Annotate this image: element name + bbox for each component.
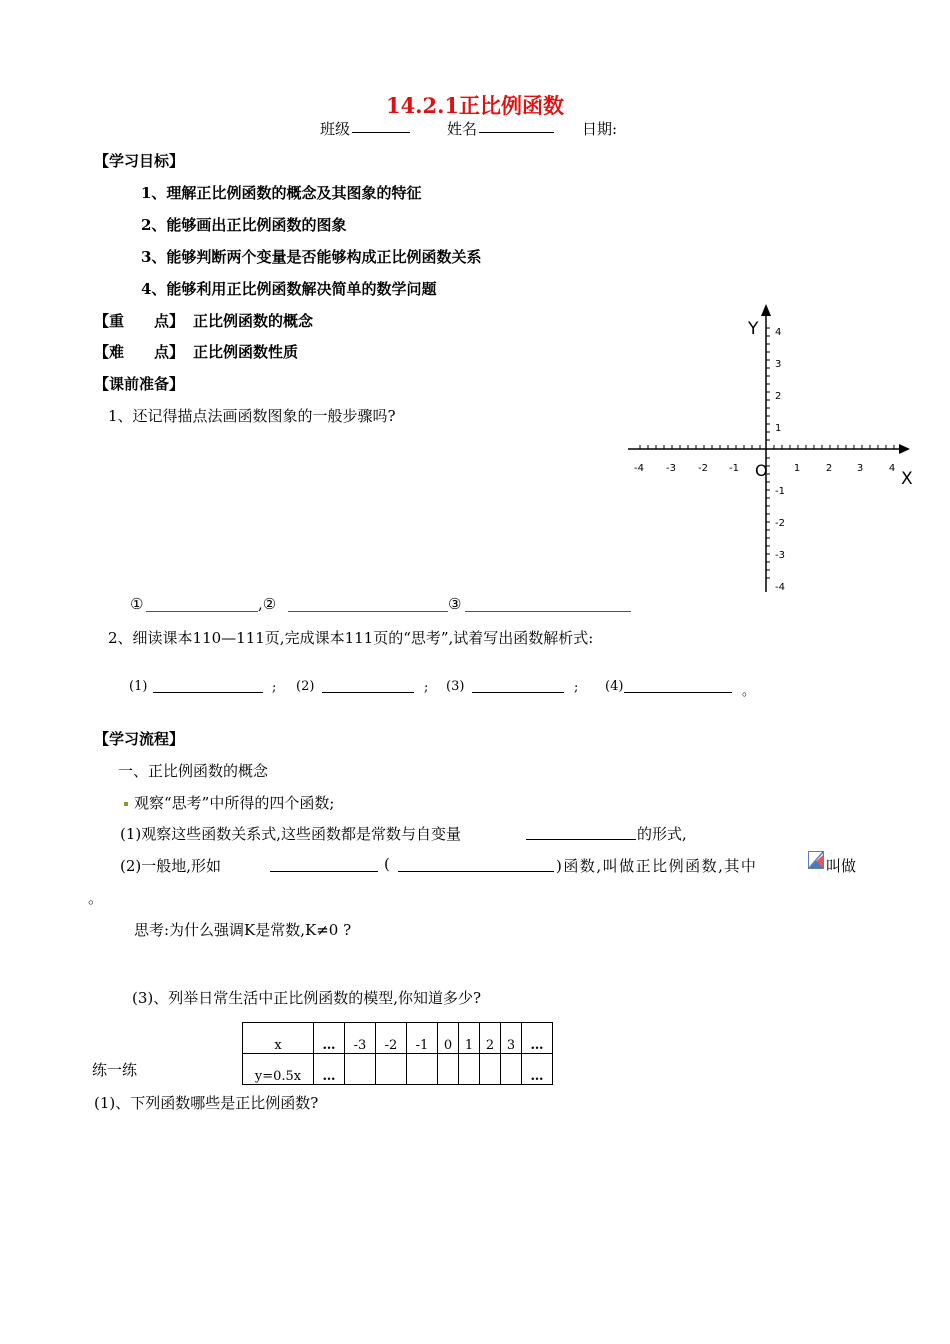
practice-label: 练一练 [92,1061,138,1079]
x-tick-label: -2 [698,463,708,474]
item-3-text: (3)、列举日常生活中正比例函数的模型,你知道多少? [132,989,482,1007]
separator: ; [272,680,277,695]
table-cell: -3 [345,1023,376,1054]
prep-question-2: 2、细读课本110—111页,完成课本111页的“思考”,试着写出函数解析式: [108,629,594,647]
table-cell[interactable] [480,1054,501,1085]
x-tick-label: 2 [825,463,833,474]
formula-2-blank[interactable] [322,692,414,693]
observe-text: 观察“思考”中所得的四个函数; [134,794,335,812]
difficulty-label: 【难 点】 [94,343,185,361]
key-point-label: 【重 点】 [94,312,185,330]
coordinate-grid [620,300,920,600]
y-tick-label: 2 [775,391,782,402]
step-2-blank[interactable] [288,611,448,612]
page-title: 14.2.1正比例函数 [385,93,565,118]
end-mark: 。 [742,684,756,699]
objective-item: 3、能够判断两个变量是否能够构成正比例函数关系 [141,248,482,266]
date-label: 日期: [582,120,618,138]
y-tick-label: 1 [775,423,782,434]
name-field[interactable] [479,118,554,137]
formula-3-blank[interactable] [472,692,564,693]
y-tick-label: -3 [775,550,785,561]
y-tick-label: -2 [775,518,785,529]
item-2-blank-a[interactable] [270,871,378,872]
prep-question-1: 1、还记得描点法画函数图象的一般步骤吗? [108,407,396,425]
class-label: 班级 [320,120,351,138]
key-point-text: 正比例函数的概念 [193,312,314,330]
item-1-text: (1)观察这些函数关系式,这些函数都是常数与自变量 [120,825,462,843]
table-cell: x [243,1023,314,1054]
table-cell[interactable] [376,1054,407,1085]
table-cell: … [522,1054,553,1085]
think-question: 思考:为什么强调K是常数,K≠0 ? [134,921,352,939]
process-heading: 【学习流程】 [94,730,185,748]
difficulty-text: 正比例函数性质 [193,343,299,361]
formula-3-label: (3) [446,679,465,694]
x-tick-label: 1 [793,463,801,474]
step-1-label: ① [130,595,144,613]
table-cell: 1 [459,1023,480,1054]
table-cell: 2 [480,1023,501,1054]
item-2-paren: ( [384,855,390,873]
section-1-title: 一、正比例函数的概念 [118,762,269,780]
table-cell: -2 [376,1023,407,1054]
step-3-blank[interactable] [465,611,631,612]
x-tick-label: -4 [634,463,644,474]
item-2-period: 。 [88,889,104,907]
y-axis-label: Y [748,319,759,339]
value-table [242,1022,553,1085]
x-tick-label: -3 [666,463,676,474]
table-cell: 3 [501,1023,522,1054]
objective-item: 1、理解正比例函数的概念及其图象的特征 [141,184,422,202]
formula-4-blank[interactable] [624,692,732,693]
table-cell: 0 [438,1023,459,1054]
table-cell: … [314,1054,345,1085]
formula-2-label: (2) [296,679,315,694]
table-row [243,1023,553,1054]
table-row [243,1054,553,1085]
bullet-mark [124,802,128,806]
x-axis-label: X [901,469,913,489]
y-axis-arrow [761,304,771,316]
table-cell[interactable] [345,1054,376,1085]
item-1-blank[interactable] [526,839,636,840]
table-cell: y=0.5x [243,1054,314,1085]
separator: ; [574,680,579,695]
practice-question-1: (1)、下列函数哪些是正比例函数? [94,1094,319,1112]
formula-1-blank[interactable] [153,692,263,693]
formula-1-label: (1) [129,679,148,694]
k-image [808,851,824,869]
x-tick-label: 3 [856,463,864,474]
table-cell[interactable] [438,1054,459,1085]
x-axis-arrow [899,444,910,454]
y-tick-label: -1 [775,486,785,497]
y-tick-label: -4 [775,582,785,593]
item-2-middle: )函数,叫做正比例函数,其中 [556,857,758,875]
item-1-end: 的形式, [637,825,687,843]
objectives-heading: 【学习目标】 [94,152,185,170]
item-2-end: 叫做 [826,857,857,875]
step-1-blank[interactable] [146,611,258,612]
table-cell: … [522,1023,553,1054]
table-cell: … [314,1023,345,1054]
table-cell[interactable] [459,1054,480,1085]
prep-heading: 【课前准备】 [94,375,185,393]
class-field[interactable] [352,118,410,137]
item-2-text: (2)一般地,形如 [120,857,222,875]
x-tick-label: -1 [729,463,739,474]
step-2-label: ,② [258,595,277,613]
separator: ; [424,680,429,695]
y-tick-label: 4 [775,327,782,338]
objective-item: 4、能够利用正比例函数解决简单的数学问题 [141,280,437,298]
item-2-blank-b[interactable] [398,871,554,872]
step-3-label: ③ [448,595,462,613]
table-cell: -1 [407,1023,438,1054]
x-tick-label: 4 [888,463,896,474]
objective-item: 2、能够画出正比例函数的图象 [141,216,347,234]
name-label: 姓名 [447,120,478,138]
formula-4-label: (4) [605,679,624,694]
table-cell[interactable] [407,1054,438,1085]
table-cell[interactable] [501,1054,522,1085]
origin-label: O [755,461,768,480]
y-tick-label: 3 [775,359,782,370]
